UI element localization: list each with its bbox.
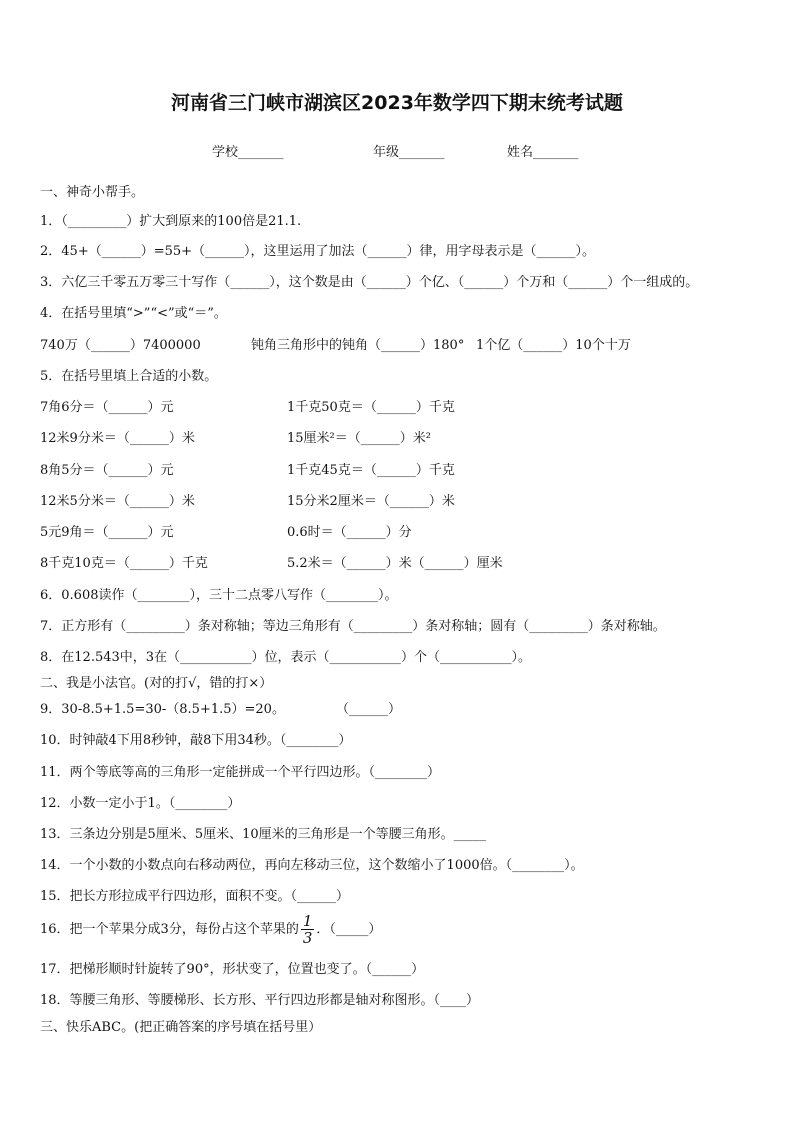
q5-left-item: 8千克10克＝（______）千克 <box>40 556 208 571</box>
section1-heading: 一、神奇小帮手。 <box>40 185 145 200</box>
section2-heading: 二、我是小法官。(对的打√，错的打×） <box>40 676 273 691</box>
question-3: 3．六亿三千零五万零三十写作（______），这个数是由（______）个亿、（______）个万和（______）个一组成的。 <box>40 275 699 290</box>
grade-field: 年级_______ <box>373 145 445 160</box>
question-17: 17．把梯形顺时针旋转了90°，形状变了，位置也变了。（______） <box>40 962 425 977</box>
question-5: 5．在括号里填上合适的小数。 <box>40 369 218 384</box>
question-7: 7．正方形有（_________）条对称轴；等边三角形有（_________）条对称轴；圆有（_________）条对称轴。 <box>40 619 666 634</box>
q5-left-item: 12米5分米＝（______）米 <box>40 494 195 509</box>
q5-right-item: 1千克50克＝（______）千克 <box>287 400 455 415</box>
q5-right-item: 15分米2厘米＝（______）米 <box>287 494 455 509</box>
question-13: 13．三条边分别是5厘米、5厘米、10厘米的三角形是一个等腰三角形。_____ <box>40 827 487 842</box>
question-10: 10．时钟敲4下用8秒钟，敲8下用34秒。（________） <box>40 733 352 748</box>
page-title: 河南省三门峡市湖滨区2023年数学四下期末统考试题 <box>171 92 623 114</box>
question-16 <box>40 913 381 946</box>
q5-left-item: 5元9角＝（______）元 <box>40 525 174 540</box>
question-4a: 740万（______）7400000 <box>40 338 201 353</box>
question-9: 9．30-8.5+1.5=30-（8.5+1.5）=20。 <box>40 702 285 717</box>
question-16-blank: ．（_____） <box>316 922 382 937</box>
q5-left-item: 8角5分＝（______）元 <box>40 463 174 478</box>
question-12: 12．小数一定小于1。（________） <box>40 796 241 811</box>
q5-left-item: 7角6分＝（______）元 <box>40 400 174 415</box>
fraction-one-third <box>301 913 315 946</box>
question-15: 15．把长方形拉成平行四边形，面积不变。（______） <box>40 889 350 904</box>
q5-left-item: 12米9分米＝（______）米 <box>40 431 195 446</box>
question-1: 1．（_________）扩大到原来的100倍是21.1. <box>40 214 302 229</box>
q5-right-item: 15厘米²＝（______）米² <box>287 431 431 446</box>
name-field: 姓名_______ <box>507 145 579 160</box>
question-9-blank: （______） <box>336 702 402 717</box>
question-14: 14．一个小数的小数点向右移动两位，再向左移动三位，这个数缩小了1000倍。（________）。 <box>40 858 584 873</box>
question-6: 6．0.608读作（________），三十二点零八写作（________）。 <box>40 588 398 603</box>
question-8: 8．在12.543中，3在（___________）位，表示（___________）个（___________）。 <box>40 650 532 665</box>
fraction-denominator: 3 <box>302 929 313 947</box>
question-4b: 钝角三角形中的钝角（______）180° <box>251 338 465 353</box>
question-18: 18．等腰三角形、等腰梯形、长方形、平行四边形都是轴对称图形。（____） <box>40 993 480 1008</box>
school-field: 学校_______ <box>212 145 284 160</box>
question-4c: 1个亿（______）10个十万 <box>476 338 631 353</box>
question-4: 4．在括号里填“>”“<”或“＝”。 <box>40 306 227 321</box>
question-11: 11．两个等底等高的三角形一定能拼成一个平行四边形。（________） <box>40 765 441 780</box>
fraction-numerator: 1 <box>302 912 313 930</box>
q5-right-item: 0.6时＝（______）分 <box>287 525 412 540</box>
section3-heading: 三、快乐ABC。(把正确答案的序号填在括号里） <box>40 1020 322 1035</box>
question-2: 2．45+（______）=55+（______），这里运用了加法（______）律，用字母表示是（______）。 <box>40 244 596 259</box>
q5-right-item: 1千克45克＝（______）千克 <box>287 463 455 478</box>
question-16-text: 16．把一个苹果分成3分，每份占这个苹果的 <box>40 922 299 937</box>
q5-right-item: 5.2米＝（______）米（______）厘米 <box>287 556 503 571</box>
